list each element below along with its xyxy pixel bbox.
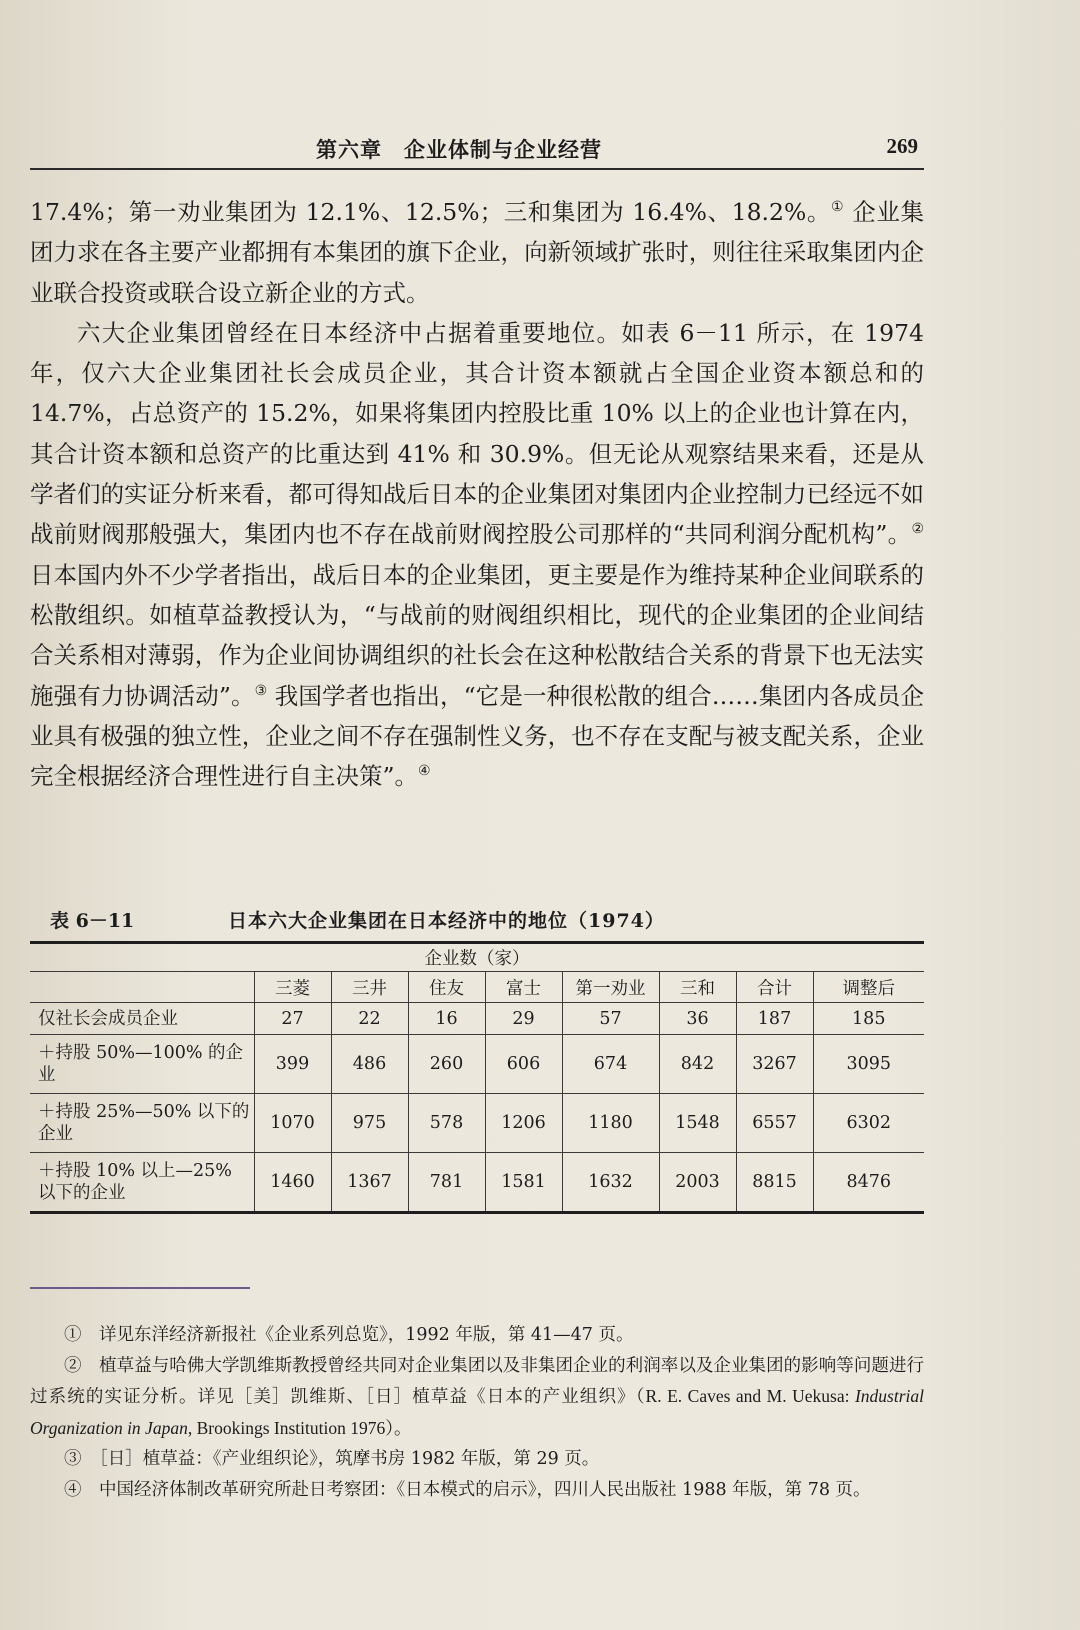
paragraph-1 — [30, 192, 924, 313]
table-cell: 781 — [408, 1153, 485, 1213]
table-group-header: 企业数（家） — [30, 943, 924, 972]
footnote-2-ref-open: （R. E. Caves and M. Uekusa: — [635, 1386, 855, 1406]
table-cell: 1206 — [485, 1094, 562, 1153]
table-cell: 6557 — [736, 1094, 813, 1153]
footnote-divider — [30, 1287, 250, 1289]
table-row — [30, 1003, 924, 1035]
table-header-corner — [30, 972, 254, 1003]
table-number: 表 6－11 — [50, 910, 135, 932]
footnote-ref-3: ③ — [254, 682, 268, 699]
table-cell: 6302 — [813, 1094, 924, 1153]
footnote-1: ① 详见东洋经济新报社《企业系列总览》，1992 年版，第 41—47 页。 — [64, 1325, 634, 1345]
table-cell: 27 — [254, 1003, 331, 1035]
column-header: 三井 — [331, 972, 408, 1003]
chapter-title: 第六章 企业体制与企业经营 — [316, 137, 602, 162]
page-number: 269 — [886, 134, 918, 158]
table-cell: 185 — [813, 1003, 924, 1035]
row-label: ＋持股 10% 以上—25% 以下的企业 — [30, 1153, 254, 1213]
table-cell: 22 — [331, 1003, 408, 1035]
table-cell: 16 — [408, 1003, 485, 1035]
table-cell: 674 — [562, 1035, 659, 1094]
table-caption: 日本六大企业集团在日本经济中的地位（1974） — [228, 910, 665, 932]
footnote-2-book-title: Industrial Organization in Japan — [30, 1386, 924, 1438]
table-row — [30, 1094, 924, 1153]
table-cell: 399 — [254, 1035, 331, 1094]
table-cell: 187 — [736, 1003, 813, 1035]
table-cell: 1632 — [562, 1153, 659, 1213]
paragraph-1-text: 17.4%；第一劝业集团为 12.1%、12.5%；三和集团为 16.4%、18.2%。 — [30, 198, 832, 226]
table-cell: 1460 — [254, 1153, 331, 1213]
table-cell: 975 — [331, 1094, 408, 1153]
footnote-2-text: ② 植草益与哈佛大学凯维斯教授曾经共同对企业集团以及非集团企业的利润率以及企业集团的影响等问题进行过系统的实证分析。详见［美］凯维斯、［日］植草益《日本的产业组织》 — [30, 1355, 924, 1407]
column-header: 住友 — [408, 972, 485, 1003]
row-label: ＋持股 50%—100% 的企业 — [30, 1035, 254, 1094]
table-cell: 1180 — [562, 1094, 659, 1153]
table-cell: 606 — [485, 1035, 562, 1094]
column-header: 调整后 — [813, 972, 924, 1003]
paragraph-2-text-a: 六大企业集团曾经在日本经济中占据着重要地位。如表 6－11 所示，在 1974 年，仅六大企业集团社长会成员企业，其合计资本额就占全国企业资本额总和的 14.7%，占总资产的 15.2%，如果将集团内控股比重 10% 以上的企业也计算在内，其合计资本额和总资产的比重达到 41% 和 30.9%。但无论从观察结果来看，还是从学者们的实证分析来看，都可得知战后日本的企业集团对集团内企业控制力已经远不如战前财阀那般强大，集团内也不存在战前财阀控股公司那样的“共同利润分配机构”。 — [30, 318, 924, 549]
table-cell: 486 — [331, 1035, 408, 1094]
footnote-ref-4: ④ — [418, 763, 431, 780]
row-label: 仅社长会成员企业 — [30, 1003, 254, 1035]
table-cell: 3267 — [736, 1035, 813, 1094]
paragraph-2-text-b: 日本国内外不少学者指出，战后日本的企业集团，更主要是作为维持某种企业间联系的松散组织。如植草益教授认为，“与战前的财阀组织相比，现代的企业集团的企业间结合关系相对薄弱，作为企业间协调组织的社长会在这种松散结合关系的背景下也无法实施强有力协调活动”。 — [30, 560, 924, 710]
data-table — [30, 941, 924, 1214]
column-header: 合计 — [736, 972, 813, 1003]
footnote-3: ③ ［日］植草益：《产业组织论》，筑摩书房 1982 年版，第 29 页。 — [64, 1449, 600, 1469]
table-cell: 3095 — [813, 1035, 924, 1094]
table-cell: 8476 — [813, 1153, 924, 1213]
paragraph-2-text-c: 我国学者也指出，“它是一种很松散的组合……集团内各成员企业具有极强的独立性，企业之间不存在强制性义务，也不存在支配与被支配关系，企业完全根据经济合理性进行自主决策”。 — [30, 681, 924, 791]
paragraph-2 — [30, 313, 924, 797]
table-cell: 842 — [659, 1035, 736, 1094]
table-cell: 1548 — [659, 1094, 736, 1153]
footnote-ref-2: ② — [911, 521, 924, 538]
table-row — [30, 1035, 924, 1094]
table-cell: 1070 — [254, 1094, 331, 1153]
running-head — [30, 128, 924, 170]
table-cell: 260 — [408, 1035, 485, 1094]
table-cell: 578 — [408, 1094, 485, 1153]
table-cell: 29 — [485, 1003, 562, 1035]
table-cell: 1367 — [331, 1153, 408, 1213]
row-label: ＋持股 25%—50% 以下的企业 — [30, 1094, 254, 1153]
column-header: 富士 — [485, 972, 562, 1003]
footnote-2 — [30, 1351, 924, 1445]
table-title — [30, 904, 924, 932]
body-text — [30, 192, 924, 796]
paragraph-1-continued: 企业集团力求在各主要产业都拥有本集团的旗下企业，向新领域扩张时，则往往采取集团内企业联合投资或联合设立新企业的方式。 — [30, 198, 924, 307]
table-cell: 57 — [562, 1003, 659, 1035]
table-cell: 2003 — [659, 1153, 736, 1213]
column-header: 三菱 — [254, 972, 331, 1003]
footnote-ref-1: ① — [831, 199, 845, 216]
table-row — [30, 1153, 924, 1213]
table-cell: 1581 — [485, 1153, 562, 1213]
footnotes — [30, 1320, 924, 1505]
table-cell: 8815 — [736, 1153, 813, 1213]
table-cell: 36 — [659, 1003, 736, 1035]
footnote-4: ④ 中国经济体制改革研究所赴日考察团：《日本模式的启示》，四川人民出版社 1988 年版，第 78 页。 — [64, 1479, 871, 1500]
column-header: 第一劝业 — [562, 972, 659, 1003]
column-header: 三和 — [659, 972, 736, 1003]
footnote-2-ref-close: , Brookings Institution 1976）。 — [187, 1417, 412, 1438]
